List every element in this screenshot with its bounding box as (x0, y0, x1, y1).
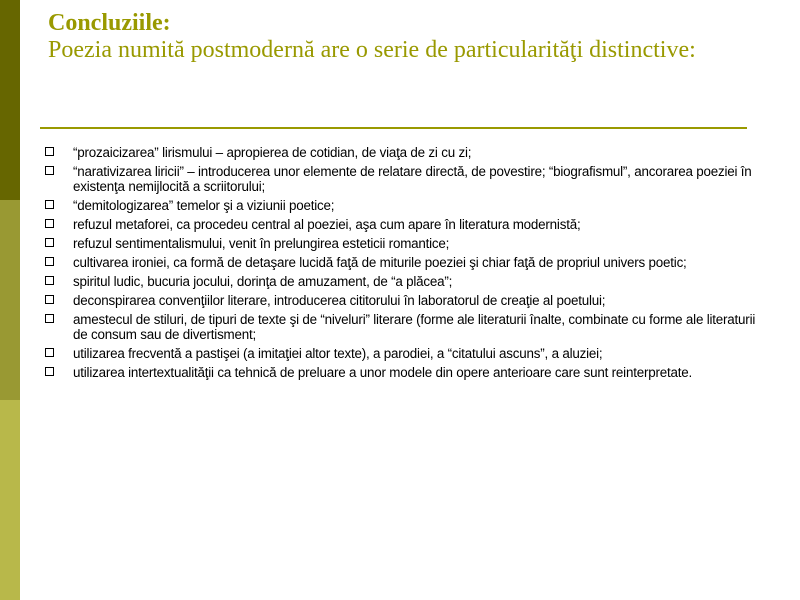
bullet-text: “prozaicizarea” lirismului – apropierea de cotidian, de viaţa de zi cu zi; (73, 145, 472, 160)
bullet-text: utilizarea frecventă a pastişei (a imitaţiei altor texte), a parodiei, a “citatului ascuns”, a aluziei; (73, 346, 603, 361)
square-bullet-icon (45, 257, 54, 266)
bullet-text: cultivarea ironiei, ca formă de detaşare lucidă faţă de miturile poeziei şi chiar faţă de propriul univers poetic; (73, 255, 687, 270)
square-bullet-icon (45, 219, 54, 228)
square-bullet-icon (45, 348, 54, 357)
square-bullet-icon (45, 276, 54, 285)
left-accent-bar (0, 0, 20, 600)
slide-title (48, 10, 788, 64)
bullet-item (44, 312, 764, 342)
title-heading: Concluziile: (48, 10, 171, 36)
bullet-item (44, 346, 764, 361)
accent-bar-dark (0, 0, 20, 200)
title-subheading: Poezia numită postmodernă are o serie de particularităţi distinctive: (48, 37, 696, 63)
bullet-text: refuzul sentimentalismului, venit în prelungirea esteticii romantice; (73, 236, 450, 251)
bullet-item (44, 217, 764, 232)
square-bullet-icon (45, 314, 54, 323)
bullet-item (44, 198, 764, 213)
bullet-text: deconspirarea convenţiilor literare, introducerea cititorului în laboratorul de creaţie al poetului; (73, 293, 606, 308)
square-bullet-icon (45, 367, 54, 376)
bullet-item (44, 365, 764, 380)
bullet-item (44, 293, 764, 308)
bullet-item (44, 255, 764, 270)
bullet-text: utilizarea intertextualităţii ca tehnică de preluare a unor modele din opere anterioare care sunt reinterpretate. (73, 365, 693, 380)
bullet-item (44, 274, 764, 289)
title-divider (40, 127, 747, 129)
bullet-item (44, 164, 764, 194)
bullet-text: amestecul de stiluri, de tipuri de texte şi de “niveluri” literare (forme ale literaturii înalte, combinate cu forme ale literaturii de consum sau de divertisment; (73, 312, 756, 342)
square-bullet-icon (45, 295, 54, 304)
bullet-text: “demitologizarea” temelor şi a viziunii poetice; (73, 198, 335, 213)
accent-bar-medium (0, 200, 20, 400)
square-bullet-icon (45, 147, 54, 156)
bullet-text: spiritul ludic, bucuria jocului, dorinţa de amuzament, de “a plăcea”; (73, 274, 453, 289)
bullet-text: “narativizarea liricii” – introducerea unor elemente de relatare directă, de povestire; “biografismul”, ancorarea poeziei în existenţa nemijlocită a scriitorului; (73, 164, 752, 194)
square-bullet-icon (45, 166, 54, 175)
bullet-text: refuzul metaforei, ca procedeu central al poeziei, aşa cum apare în literatura modernistă; (73, 217, 581, 232)
square-bullet-icon (45, 238, 54, 247)
bullet-list (44, 145, 764, 384)
bullet-item (44, 236, 764, 251)
accent-bar-light (0, 400, 20, 600)
bullet-item (44, 145, 764, 160)
square-bullet-icon (45, 200, 54, 209)
